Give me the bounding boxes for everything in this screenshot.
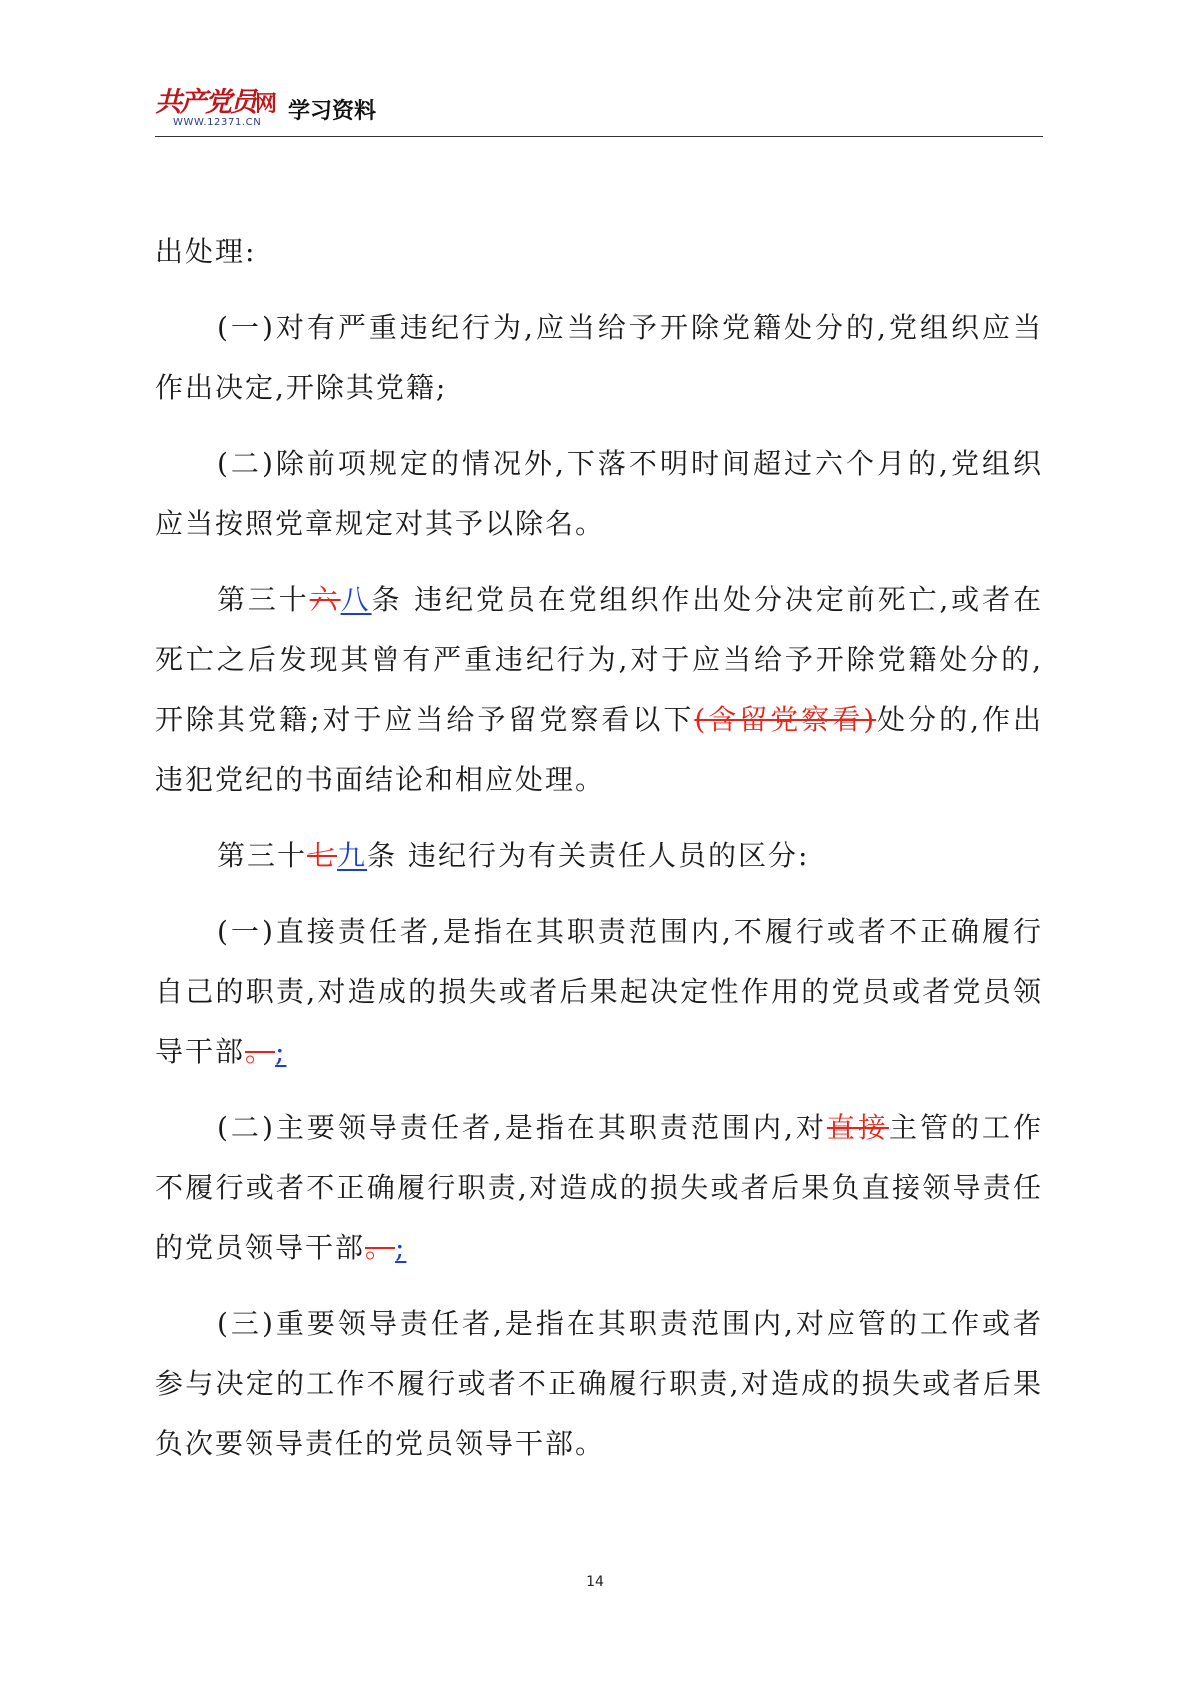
paragraph-important-leadership-responsibility: (三)重要领导责任者,是指在其职责范围内,对应管的工作或者参与决定的工作不履行或者不正确履行职责,对造成的损失或者后果负次要领导责任的党员领导干部。 [155, 1307, 1043, 1460]
paragraph-main-leadership-responsibility: (二)主要领导责任者,是指在其职责范围内,对直接主管的工作不履行或者不正确履行职责,对造成的损失或者后果负直接领导责任的党员领导干部。; [155, 1111, 1043, 1264]
deleted-text: 直接 [826, 1111, 889, 1144]
logo-wordmark: 共产党员网 [155, 87, 278, 118]
logo-url: WWW.12371.CN [173, 117, 262, 128]
deleted-text: 。 [365, 1231, 396, 1264]
paragraph-item-2: (二)除前项规定的情况外,下落不明时间超过六个月的,党组织应当按照党章规定对其予以除名。 [155, 447, 1043, 540]
inserted-text: ; [395, 1231, 407, 1264]
article-39: 第三十七九条 违纪行为有关责任人员的区分: [217, 839, 810, 872]
deleted-text: 六 [309, 583, 341, 616]
page-header [155, 80, 1043, 138]
deleted-text: 。 [245, 1035, 276, 1068]
paragraph-continuation: 出处理: [155, 235, 257, 268]
header-divider [155, 136, 1043, 137]
header-title: 学习资料 [288, 99, 377, 124]
deleted-text: (含留党察看) [694, 703, 877, 736]
paragraph-direct-responsibility: (一)直接责任者,是指在其职责范围内,不履行或者不正确履行自己的职责,对造成的损失或者后果起决定性作用的党员或者党员领导干部。; [155, 915, 1043, 1068]
inserted-text: 八 [340, 583, 372, 616]
inserted-text: ; [275, 1035, 287, 1068]
paragraph-item-1: (一)对有严重违纪行为,应当给予开除党籍处分的,党组织应当作出决定,开除其党籍; [155, 311, 1043, 404]
document-body [155, 222, 1043, 1490]
page-number: 14 [586, 1574, 604, 1590]
inserted-text: 九 [337, 839, 368, 872]
article-38: 第三十六八条 违纪党员在党组织作出处分决定前死亡,或者在死亡之后发现其曾有严重违纪行为,对于应当给予开除党籍处分的,开除其党籍;对于应当给予留党察看以下(含留党察看)处分的,作出违犯党纪的书面结论和相应处理。 [155, 583, 1044, 796]
site-logo[interactable] [155, 80, 280, 132]
deleted-text: 七 [307, 839, 338, 872]
